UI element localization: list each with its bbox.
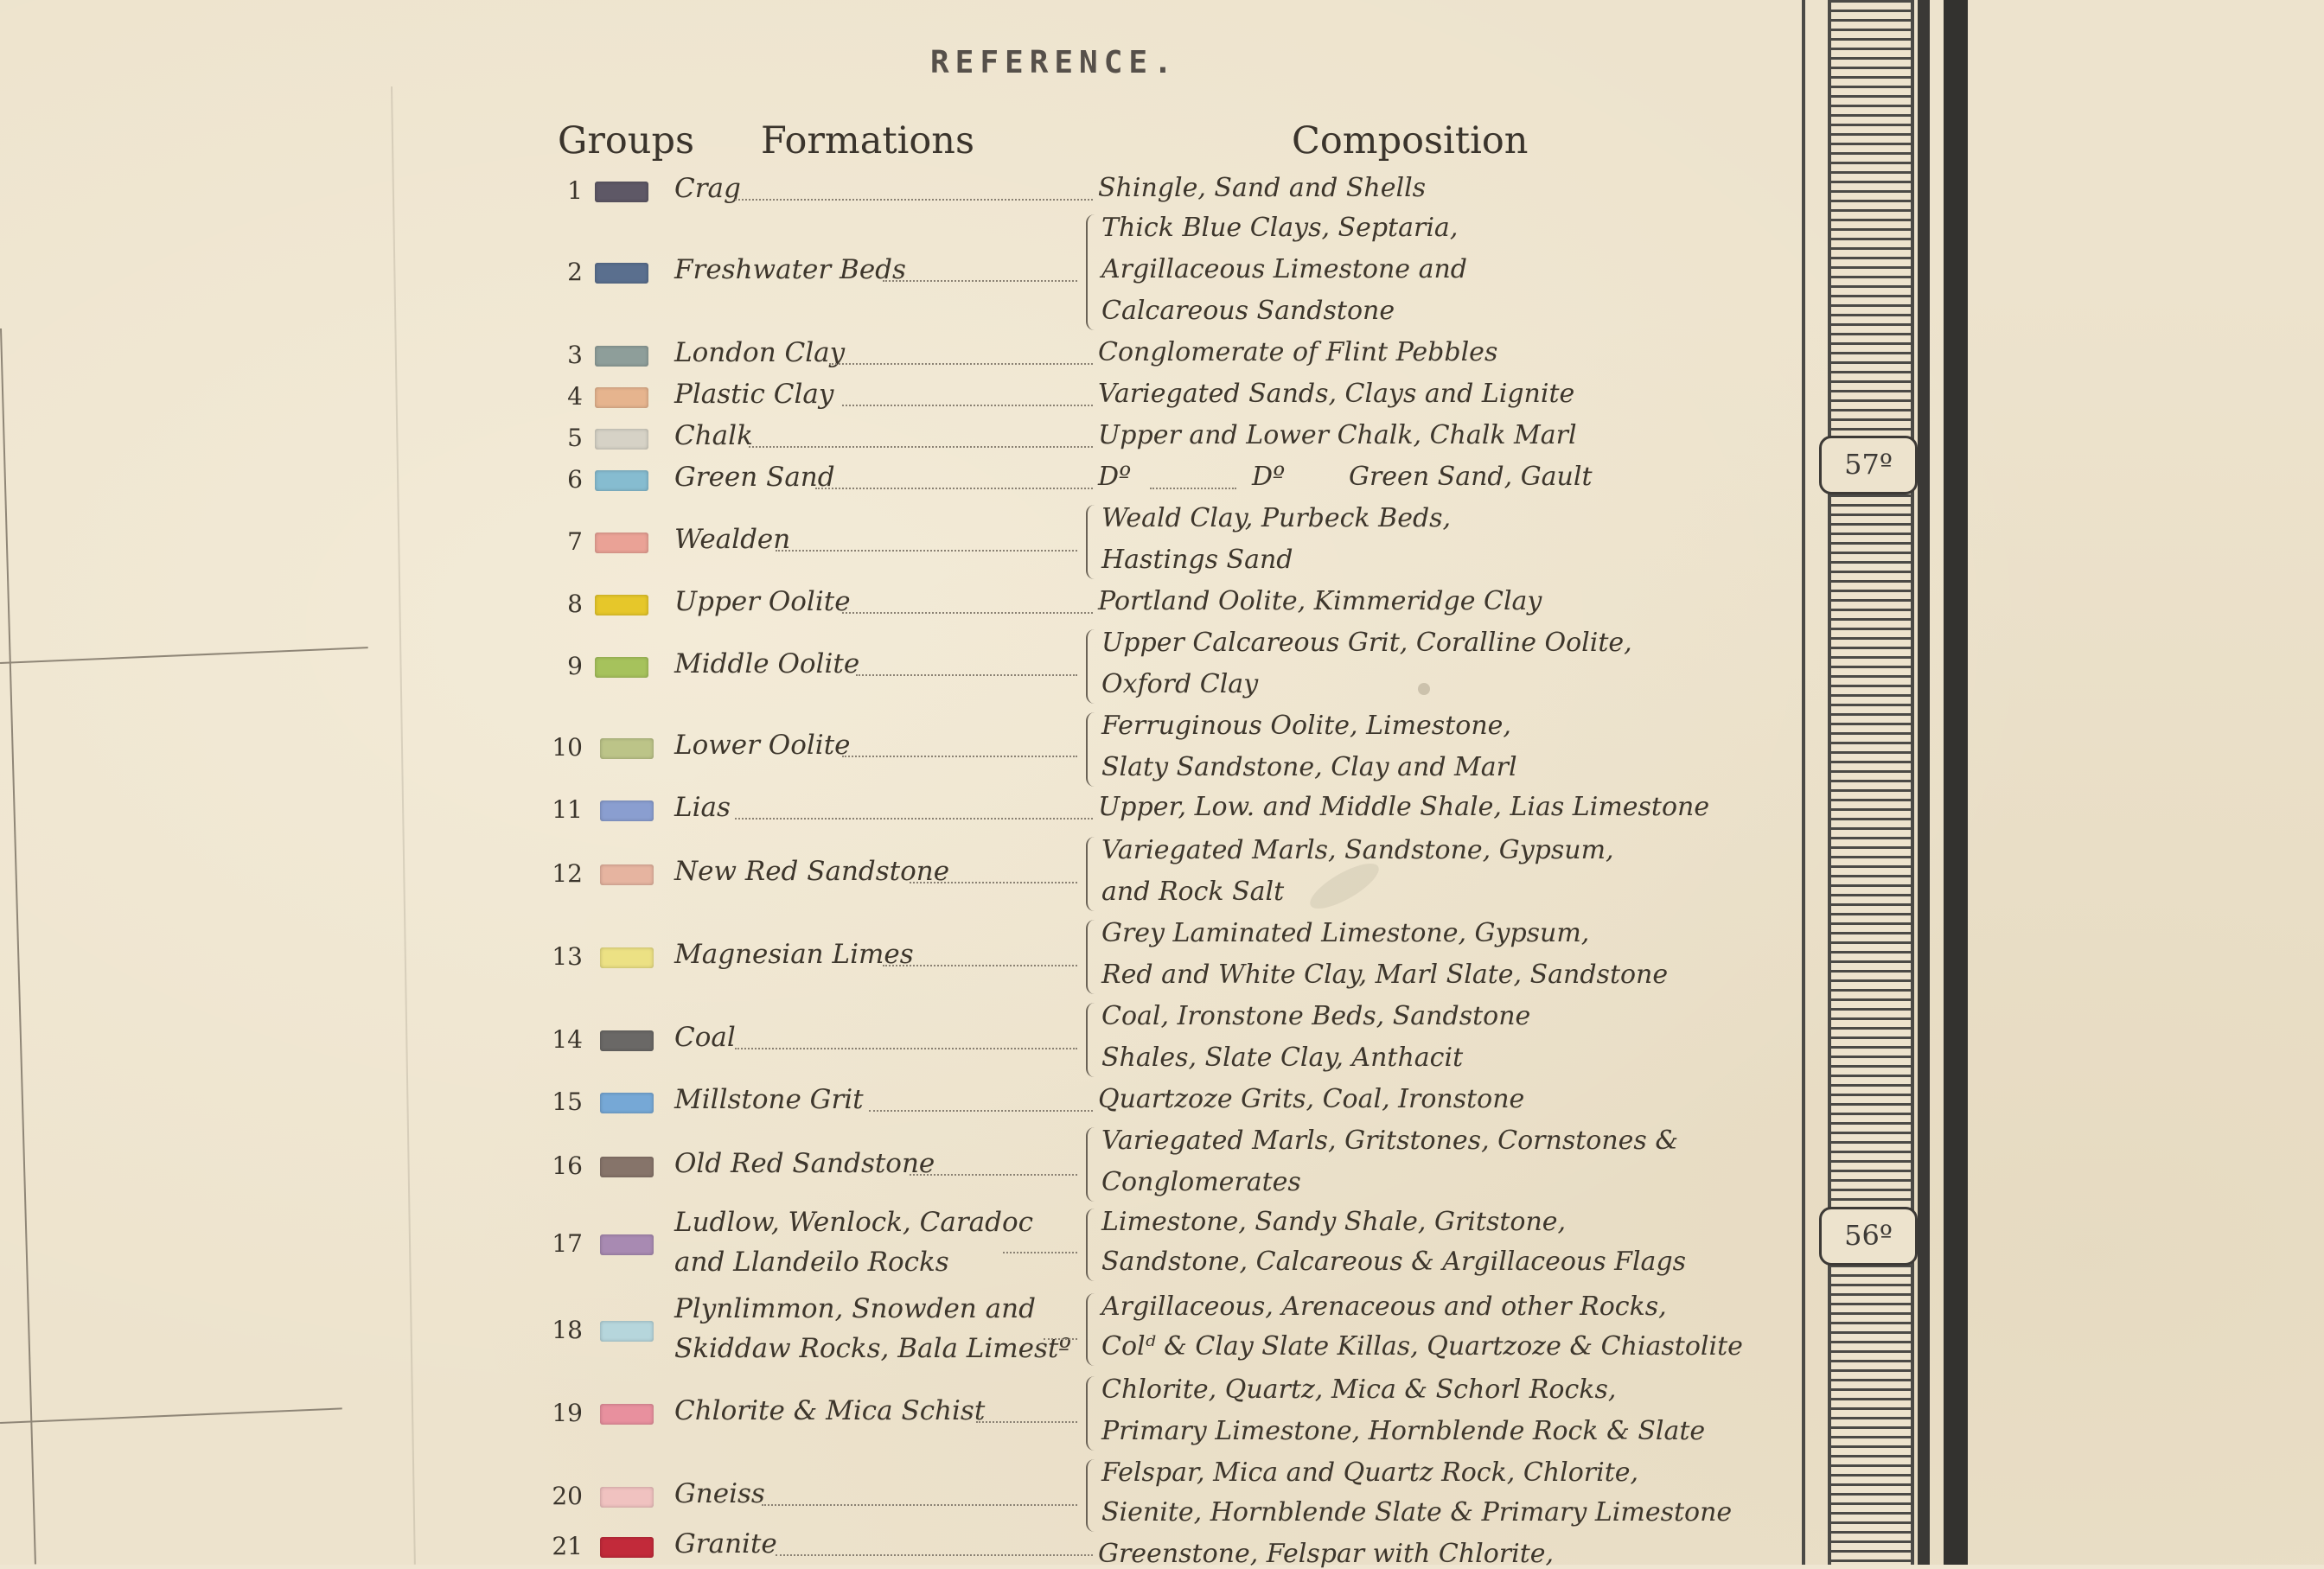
composition-text: Slaty Sandstone, Clay and Marl	[1101, 752, 1517, 782]
composition-text: Chlorite, Quartz, Mica & Schorl Rocks,	[1101, 1374, 1617, 1405]
leader-dots	[749, 446, 1094, 448]
composition-brace	[1086, 712, 1096, 787]
group-number: 5	[567, 424, 583, 452]
group-number: 21	[552, 1532, 583, 1560]
group-number: 12	[552, 859, 583, 888]
group-number: 10	[552, 733, 583, 762]
formation-name: Crag	[674, 173, 741, 204]
formation-name: Gneiss	[674, 1478, 765, 1509]
latitude-label-57: 57º	[1819, 436, 1918, 494]
composition-text: Upper and Lower Chalk, Chalk Marl	[1098, 420, 1577, 450]
group-number: 18	[552, 1316, 583, 1344]
composition-brace	[1086, 214, 1096, 330]
composition-text: Shales, Slate Clay, Anthacit	[1101, 1043, 1464, 1073]
composition-text: Argillaceous Limestone and	[1101, 254, 1468, 284]
group-number: 9	[567, 652, 583, 680]
composition-text: Upper, Low. and Middle Shale, Lias Limestone	[1098, 792, 1710, 822]
composition-text: Felspar, Mica and Quartz Rock, Chlorite,	[1101, 1457, 1639, 1488]
composition-brace	[1086, 629, 1096, 704]
composition-text: Dº	[1098, 462, 1132, 492]
leader-dots	[735, 818, 1093, 820]
color-swatch	[600, 1157, 654, 1177]
composition-text: Green Sand, Gault	[1349, 462, 1593, 492]
color-swatch	[595, 387, 648, 408]
group-number: 2	[567, 258, 583, 286]
group-number: 1	[567, 176, 583, 205]
composition-text: Variegated Marls, Sandstone, Gypsum,	[1101, 835, 1614, 865]
leader-dots	[856, 674, 1078, 676]
color-swatch	[595, 263, 648, 284]
group-number: 15	[552, 1087, 583, 1116]
leader-dots	[842, 405, 1093, 406]
composition-header: Composition	[1292, 119, 1529, 163]
leader-dots	[976, 1421, 1077, 1423]
color-swatch	[600, 1537, 654, 1558]
color-swatch	[600, 1321, 654, 1342]
color-swatch	[600, 1093, 654, 1113]
composition-text: Weald Clay, Purbeck Beds,	[1101, 503, 1452, 533]
latitude-scale-border	[1828, 0, 1914, 1565]
composition-brace	[1086, 837, 1096, 911]
formation-name: and Llandeilo Rocks	[674, 1247, 949, 1278]
formation-name: Upper Oolite	[674, 586, 851, 617]
leader-dots	[776, 1554, 1094, 1556]
composition-brace	[1086, 1003, 1096, 1077]
color-swatch	[600, 738, 654, 759]
group-number: 3	[567, 341, 583, 369]
formations-header: Formations	[761, 119, 975, 163]
composition-text: Ferruginous Oolite, Limestone,	[1101, 711, 1511, 741]
leader-dots	[829, 363, 1094, 365]
group-number: 20	[552, 1482, 583, 1510]
composition-brace	[1086, 1459, 1096, 1532]
composition-text: Limestone, Sandy Shale, Gritstone,	[1101, 1207, 1567, 1237]
composition-text: Variegated Marls, Gritstones, Cornstones &	[1101, 1126, 1679, 1156]
color-swatch	[600, 864, 654, 885]
composition-text: Thick Blue Clays, Septaria,	[1101, 213, 1459, 243]
group-number: 7	[567, 527, 583, 556]
border-line-inner	[1802, 0, 1805, 1565]
group-number: 8	[567, 590, 583, 618]
leader-dots	[1044, 1338, 1078, 1340]
formation-name: Freshwater Beds	[674, 254, 906, 285]
leader-dots	[815, 488, 1093, 489]
color-swatch	[595, 429, 648, 450]
composition-text: Quartzoze Grits, Coal, Ironstone	[1098, 1084, 1525, 1114]
group-number: 16	[552, 1151, 583, 1180]
composition-text: Oxford Clay	[1101, 669, 1259, 699]
composition-text: Sandstone, Calcareous & Argillaceous Flags	[1101, 1247, 1687, 1277]
color-swatch	[600, 1030, 654, 1051]
composition-brace	[1086, 920, 1096, 994]
formation-name: Ludlow, Wenlock, Caradoc	[674, 1207, 1033, 1238]
latitude-label-56: 56º	[1819, 1207, 1918, 1266]
color-swatch	[595, 346, 648, 367]
composition-text: Conglomerates	[1101, 1167, 1301, 1197]
group-number: 4	[567, 382, 583, 411]
formation-name: Middle Oolite	[674, 648, 860, 679]
leader-dots	[910, 1174, 1078, 1176]
leader-dots	[910, 882, 1078, 883]
formation-name: Chalk	[674, 420, 753, 451]
composition-text: Portland Oolite, Kimmeridge Clay	[1098, 586, 1542, 616]
composition-brace	[1086, 1376, 1096, 1451]
color-swatch	[595, 533, 648, 553]
composition-text: Conglomerate of Flint Pebbles	[1098, 337, 1498, 367]
formation-name: Plastic Clay	[674, 379, 834, 410]
group-number: 13	[552, 942, 583, 971]
composition-text: Greenstone, Felspar with Chlorite,	[1098, 1539, 1555, 1569]
formation-name: Chlorite & Mica Schist	[674, 1395, 986, 1426]
leader-dots	[869, 1110, 1093, 1112]
leader-dots	[883, 280, 1078, 282]
composition-text: Argillaceous, Arenaceous and other Rocks,	[1101, 1292, 1667, 1322]
leader-dots	[842, 756, 1077, 757]
color-swatch	[595, 595, 648, 615]
paper-stain	[1418, 683, 1430, 695]
formation-name: Old Red Sandstone	[674, 1148, 935, 1179]
composition-brace	[1086, 1293, 1096, 1366]
composition-text: Dº	[1252, 462, 1286, 492]
formation-name: Lias	[674, 792, 731, 823]
leader-dots	[1150, 488, 1236, 489]
group-number: 6	[567, 465, 583, 494]
composition-text: and Rock Salt	[1101, 877, 1285, 907]
group-number: 11	[552, 795, 583, 824]
leader-dots	[883, 965, 1078, 966]
border-line-outer	[1944, 0, 1968, 1565]
leader-dots	[776, 550, 1078, 552]
leader-dots	[735, 199, 1093, 201]
leader-dots	[735, 1048, 1077, 1049]
leader-dots	[842, 612, 1093, 614]
composition-brace	[1086, 1209, 1096, 1281]
composition-text: Colᵈ & Clay Slate Killas, Quartzoze & Chiastolite	[1101, 1331, 1743, 1362]
color-swatch	[595, 657, 648, 678]
group-number: 17	[552, 1229, 583, 1258]
formation-name: Coal	[674, 1022, 736, 1053]
color-swatch	[600, 800, 654, 821]
composition-text: Upper Calcareous Grit, Coralline Oolite,	[1101, 628, 1632, 658]
composition-brace	[1086, 505, 1096, 579]
formation-name: Granite	[674, 1528, 777, 1559]
color-swatch	[595, 182, 648, 202]
groups-header: Groups	[558, 119, 695, 163]
composition-text: Calcareous Sandstone	[1101, 296, 1395, 326]
formation-name: Plynlimmon, Snowden and	[674, 1293, 1036, 1324]
composition-text: Red and White Clay, Marl Slate, Sandstone	[1101, 960, 1669, 990]
formation-name: Skiddaw Rocks, Bala Limestº	[674, 1333, 1071, 1364]
color-swatch	[600, 947, 654, 968]
color-swatch	[600, 1404, 654, 1425]
leader-dots	[762, 1504, 1077, 1506]
leader-dots	[1003, 1252, 1077, 1253]
composition-text: Grey Laminated Limestone, Gypsum,	[1101, 918, 1590, 948]
composition-text: Shingle, Sand and Shells	[1098, 173, 1427, 203]
formation-name: Wealden	[674, 524, 791, 555]
color-swatch	[595, 470, 648, 491]
group-number: 14	[552, 1025, 583, 1054]
formation-name: Lower Oolite	[674, 730, 851, 761]
formation-name: New Red Sandstone	[674, 856, 950, 887]
formation-name: Millstone Grit	[674, 1084, 864, 1115]
composition-text: Coal, Ironstone Beds, Sandstone	[1101, 1001, 1531, 1031]
composition-text: Primary Limestone, Hornblende Rock & Slate	[1101, 1416, 1706, 1446]
composition-text: Variegated Sands, Clays and Lignite	[1098, 379, 1575, 409]
formation-name: Magnesian Limes	[674, 939, 914, 970]
composition-text: Sienite, Hornblende Slate & Primary Limestone	[1101, 1497, 1733, 1528]
group-number: 19	[552, 1399, 583, 1427]
color-swatch	[600, 1234, 654, 1255]
formation-name: London Clay	[674, 337, 846, 368]
formation-name: Green Sand	[674, 462, 835, 493]
composition-brace	[1086, 1127, 1096, 1202]
border-line-thick	[1918, 0, 1930, 1565]
color-swatch	[600, 1487, 654, 1508]
composition-text: Hastings Sand	[1101, 545, 1293, 575]
reference-title: REFERENCE.	[930, 45, 1178, 80]
